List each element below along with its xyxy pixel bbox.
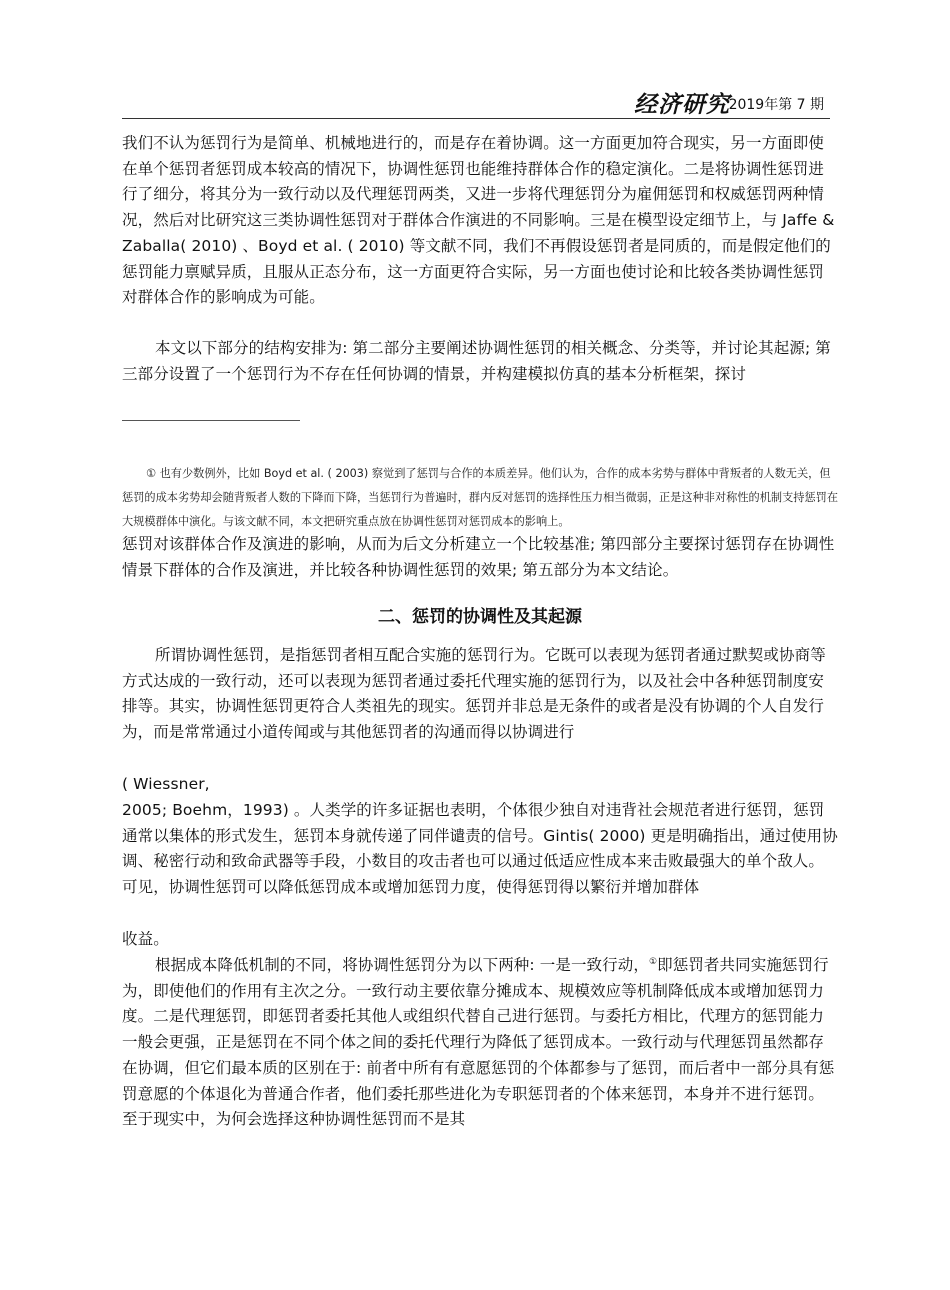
paragraph-structure-continued: 惩罚对该群体合作及演进的影响，从而为后文分析建立一个比较基准; 第四部分主要探讨惩罚存在协调性情景下群体的合作及演进，并比较各种协调性惩罚的效果; 第五部分为本文结论。	[122, 535, 835, 579]
paragraph-classification	[122, 953, 838, 1133]
running-header	[122, 88, 830, 116]
paragraph-definition: 所谓协调性惩罚，是指惩罚者相互配合实施的惩罚行为。它既可以表现为惩罚者通过默契或协商等方式达成的一致行动，还可以表现为惩罚者通过委托代理实施的惩罚行为，以及社会中各种惩罚制度安排等。其实，协调性惩罚更符合人类祖先的现实。惩罚并非总是无条件的或者是没有协调的个人自发行为，而是常常通过小道传闻或与其他惩罚者的沟通而得以协调进行	[122, 646, 826, 742]
paragraph-definition-continued: 2005; Boehm，1993) 。人类学的许多证据也表明，个体很少独自对违背社会规范者进行惩罚，惩罚通常以集体的形式发生，惩罚本身就传递了同伴谴责的信号。Gintis( 2000) 更是明确指出，通过使用协调、秘密行动和致命武器等手段，小数目的攻击者也可以通过低适应性成本来击败最强大的单个敌人。可见，协调性惩罚可以降低惩罚成本或增加惩罚力度，使得惩罚得以繁衍并增加群体	[122, 801, 838, 897]
paragraph-structure: 本文以下部分的结构安排为: 第二部分主要阐述协调性惩罚的相关概念、分类等，并讨论其起源; 第三部分设置了一个惩罚行为不存在任何协调的情景，并构建模拟仿真的基本分析框架，探讨	[122, 339, 831, 383]
paragraph-definition-end: 收益。	[122, 930, 169, 948]
journal-name: 经济研究	[634, 91, 730, 118]
section-title: 二、惩罚的协调性及其起源	[378, 607, 582, 627]
footnote-rule	[122, 420, 300, 421]
header-rule	[122, 118, 830, 119]
classification-text-rest: 即惩罚者共同实施惩罚行为，即使他们的作用有主次之分。一致行动主要依靠分摊成本、规模效应等机制降低成本或增加惩罚力度。二是代理惩罚，即惩罚者委托其他人或组织代替自己进行惩罚。与委托方相比，代理方的惩罚能力一般会更强，正是惩罚在不同个体之间的委托代理行为降低了惩罚成本。一致行动与代理惩罚虽然都存在协调，但它们最本质的区别在于: 前者中所有有意愿惩罚的个体都参与了惩罚，而后者中一部分具有惩罚意愿的个体退化为普通合作者，他们委托那些进化为专职惩罚者的个体来惩罚，本身并不进行惩罚。至于现实中，为何会选择这种协调性惩罚而不是其	[122, 956, 835, 1129]
issue-label: 2019年第 7 期	[728, 97, 824, 113]
paragraph-definition-citation: ( Wiessner,	[122, 775, 210, 793]
classification-text-start: 根据成本降低机制的不同，将协调性惩罚分为以下两种: 一是一致行动，	[155, 956, 649, 974]
footnote: ① 也有少数例外，比如 Boyd et al. ( 2003) 察觉到了惩罚与合作的本质差异。他们认为，合作的成本劣势与群体中背叛者的人数无关，但惩罚的成本劣势却会随背叛者人数的下降而下降，当惩罚行为普遍时，群内反对惩罚的选择性压力相当微弱，正是这种非对称性的机制支持惩罚在大规模群体中演化。与该文献不同，本文把研究重点放在协调性惩罚对惩罚成本的影响上。	[122, 467, 839, 528]
footnote-marker[interactable]: ①	[648, 956, 658, 967]
paragraph-contributions: 我们不认为惩罚行为是简单、机械地进行的，而是存在着协调。这一方面更加符合现实，另一方面即使在单个惩罚者惩罚成本较高的情况下，协调性惩罚也能维持群体合作的稳定演化。二是将协调性惩罚进行了细分，将其分为一致行动以及代理惩罚两类，又进一步将代理惩罚分为雇佣惩罚和权威惩罚两种情况，然后对比研究这三类协调性惩罚对于群体合作演进的不同影响。三是在模型设定细节上，与 Jaffe & Zaballa( 2010) 、Boyd et al. ( 2010) 等文献不同，我们不再假设惩罚者是同质的，而是假定他们的惩罚能力禀赋异质，且服从正态分布，这一方面更符合实际，另一方面也使讨论和比较各类协调性惩罚对群体合作的影响成为可能。	[122, 134, 835, 307]
